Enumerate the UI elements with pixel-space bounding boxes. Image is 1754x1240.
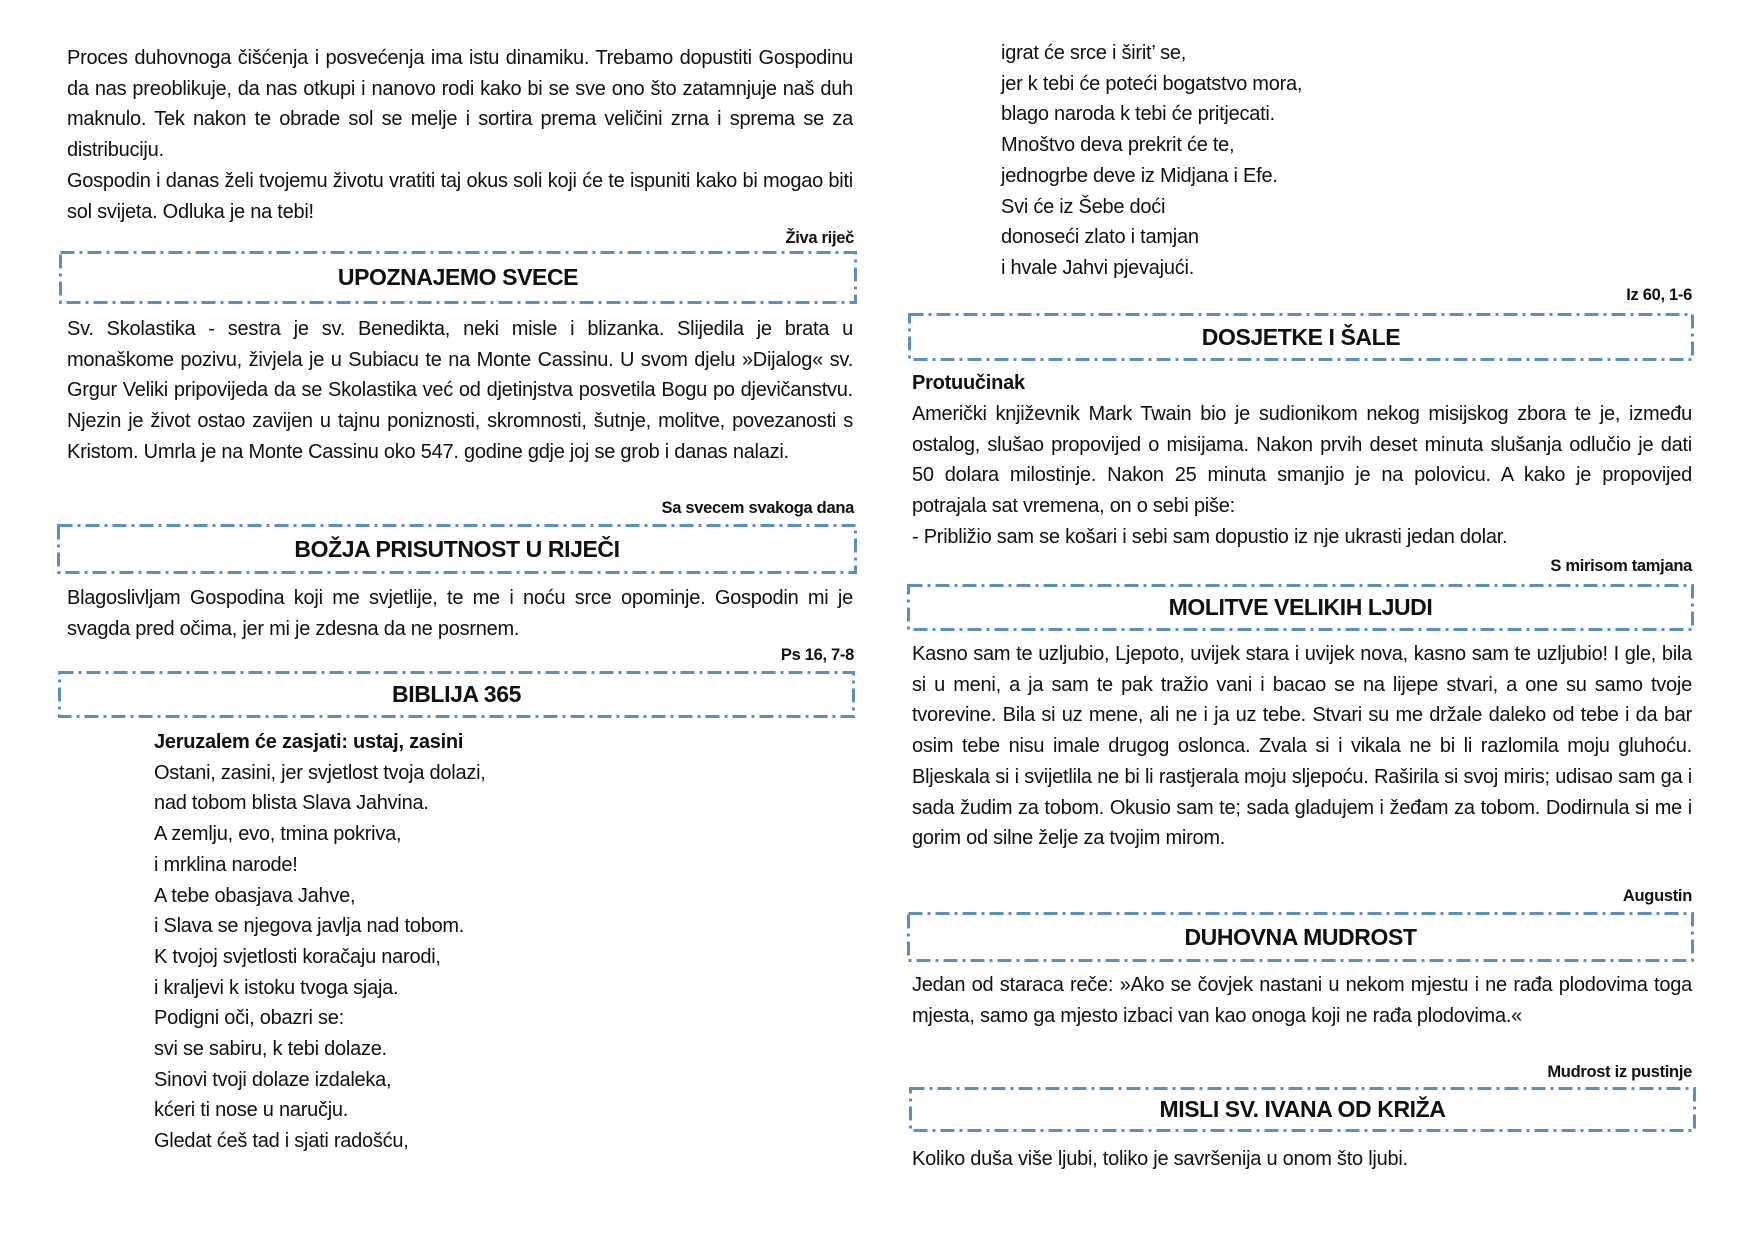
poem-line: kćeri ti nose u naručju. [154, 1099, 349, 1122]
poem-line: i mrklina narode! [154, 853, 298, 876]
poem-line: Mnoštvo deva prekrit će te, [1001, 134, 1235, 157]
bible-source: Iz 60, 1-6 [1626, 286, 1692, 304]
presence-text: Blagoslivljam Gospodina koji me svjetlije, te me i noću srce opominje. Gospodin mi je svagda pred očima, jer mi je zdesna da ne posrnem. [67, 587, 853, 640]
jokes-text: Američki književnik Mark Twain bio je sudionikom nekog misijskog zbora te je, između ostalog, slušao propovijed o misijama. Nakon prvih deset minuta slušanja odlučio je dati 50 dolara milostinje. Nakon 25 minuta smanjio je na polovicu. A kako je propovijed potrajala sat vremena, on o sebi piše: [912, 403, 1692, 518]
john-quote: Koliko duša više ljubi, toliko je savršenija u onom što ljubi. [912, 1148, 1408, 1170]
poem-line: i kraljevi k istoku tvoga sjaja. [154, 976, 399, 999]
bible-poem-continued [1001, 38, 1601, 284]
saints-source: Sa svecem svakoga dana [661, 499, 854, 517]
poem-line: A zemlju, evo, tmina pokriva, [154, 823, 402, 846]
section-title: BIBLIJA 365 [392, 681, 521, 707]
poem-line: i Slava se njegova javlja nad tobom. [154, 915, 465, 938]
prayers-text: Kasno sam te uzljubio, Ljepoto, uvijek stara i uvijek nova, kasno sam te uzljubio! I gle, bila si u meni, a ja sam te pak tražio vani i bacao se na lijepe stvari, a one su samo tvoje tvorevine. Bila si uz mene, ali ne i ja uz tebe. Stvari su me držale daleko od tebe i da bar osim tebe nisu imale drugog oslonca. Zvala si i vikala ne bi li razlomila moju gluhoću. Bljeskala si i svijetlila ne bi li rastjerala moju sljepoću. Raširila si svoj miris; udisao sam ga i sada žudim za tobom. Okusio sam te; sada gladujem i žeđam za tobom. Dodirnula si me i gorim od silne želje za tvojim mirom. [912, 643, 1692, 850]
poem-line: svi se sabiru, k tebi dolaze. [154, 1038, 387, 1061]
intro-paragraph-1: Proces duhovnoga čišćenja i posvećenja ima istu dinamiku. Trebamo dopustiti Gospodinu da nas preoblikuje, da nas otkupi i nanovo rodi kako bi se sve ono što zatamnjuje naš duh maknulo. Tek nakon te obrade sol se melje i sortira prema veličini zrna i sprema se za distribuciju. [67, 47, 853, 162]
saints-text: Sv. Skolastika - sestra je sv. Benedikta, neki misle i blizanka. Slijedila je brata u monaškome pozivu, živjela je u Subiacu te na Monte Cassinu. U svom djelu »Dijalog« sv. Grgur Veliki pripovijeda da se Skolastika već od djetinjstva posvetila Bogu po djevičanstvu. Njezin je život ostao zavijen u tajnu poniznosti, skromnosti, šutnje, molitve, povezanosti s Kristom. Umrla je na Monte Cassinu oko 547. godine gdje joj se grob i danas nalazi. [67, 318, 853, 463]
poem-line: nad tobom blista Slava Jahvina. [154, 792, 429, 815]
intro-source: Živa riječ [785, 229, 854, 247]
poem-line: A tebe obasjava Jahve, [154, 884, 356, 907]
poem-line: K tvojoj svjetlosti koračaju narodi, [154, 945, 441, 968]
jokes-subtitle [912, 368, 1025, 399]
section-header-presence [57, 524, 857, 574]
poem-line: Ostani, zasini, jer svjetlost tvoja dolazi, [154, 761, 486, 784]
jokes-punchline: - Približio sam se košari i sebi sam dopustio iz nje ukrasti jedan dolar. [912, 526, 1508, 548]
section-header-wisdom [907, 912, 1694, 962]
jokes-subtitle-text: Protuučinak [912, 372, 1025, 394]
poem-line: jer k tebi će poteći bogatstvo mora, [1001, 72, 1303, 95]
section-header-jokes [908, 313, 1694, 361]
jokes-source: S mirisom tamjana [1550, 557, 1692, 575]
section-header-prayers [907, 584, 1694, 631]
section-title: MOLITVE VELIKIH LJUDI [1168, 594, 1433, 620]
jokes-last-line [912, 522, 1507, 553]
poem-line: Svi će iz Šebe doći [1001, 195, 1166, 218]
poem-line: jednogrbe deve iz Midjana i Efe. [1001, 164, 1278, 187]
john-text [912, 1144, 1408, 1175]
bible-poem [154, 727, 754, 1157]
intro-paragraph-2: Gospodin i danas želi tvojemu životu vratiti taj okus soli koji će te ispuniti kako bi mogao biti sol svijeta. Odluka je na tebi! [67, 170, 853, 223]
section-title: UPOZNAJEMO SVECE [337, 264, 579, 290]
presence-source: Ps 16, 7-8 [780, 646, 854, 664]
poem-line: igrat će srce i širit’ se, [1001, 42, 1187, 64]
section-header-saints [59, 251, 857, 304]
wisdom-text: Jedan od staraca reče: »Ako se čovjek nastani u nekom mjestu i ne rađa plodovima toga mjesta, samo ga mjesto izbaci van kao onoga koji ne rađa plodovima.« [912, 974, 1692, 1027]
section-title: DOSJETKE I ŠALE [1201, 323, 1401, 350]
poem-line: Podigni oči, obazri se: [154, 1007, 344, 1030]
section-title: BOŽJA PRISUTNOST U RIJEČI [294, 535, 620, 562]
poem-line: i hvale Jahvi pjevajući. [1001, 256, 1194, 279]
poem-line: Gledat ćeš tad i sjati radošću, [154, 1130, 409, 1153]
section-title: MISLI SV. IVANA OD KRIŽA [1159, 1096, 1446, 1122]
prayers-source: Augustin [1622, 887, 1692, 905]
poem-line: blago naroda k tebi će pritjecati. [1001, 103, 1275, 126]
section-header-john [909, 1087, 1696, 1132]
section-header-bible [58, 671, 855, 718]
poem-line: donoseći zlato i tamjan [1001, 226, 1199, 249]
wisdom-source: Mudrost iz pustinje [1547, 1063, 1692, 1081]
poem-title: Jeruzalem će zasjati: ustaj, zasini [154, 731, 464, 753]
poem-line: Sinovi tvoji dolaze izdaleka, [154, 1068, 392, 1091]
section-title: DUHOVNA MUDROST [1184, 923, 1417, 950]
